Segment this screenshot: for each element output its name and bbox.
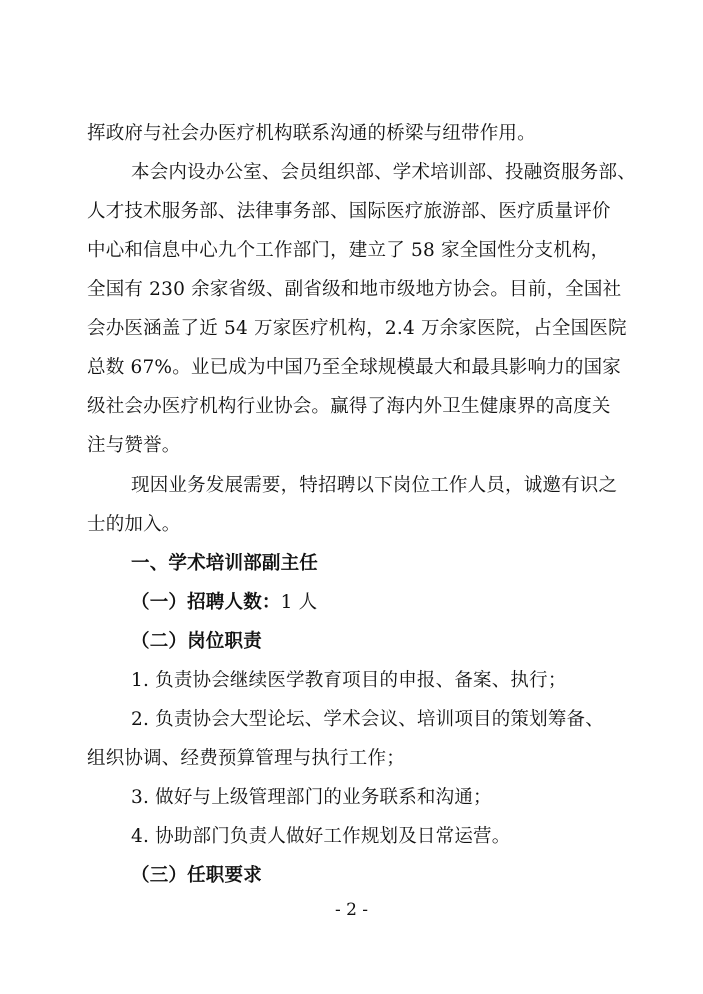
body-line-6: 会办医涵盖了近 54 万家医疗机构，2.4 万余家医院，占全国医院 [87, 318, 627, 339]
body-line-3: 人才技术服务部、法律事务部、国际医疗旅游部、医疗质量评价 [87, 201, 611, 222]
duties-heading: （二）岗位职责 [131, 631, 262, 652]
requirements-heading: （三）任职要求 [131, 865, 262, 886]
duty-item-4: 4. 协助部门负责人做好工作规划及日常运营。 [131, 826, 511, 847]
body-line-11: 士的加入。 [87, 514, 181, 535]
body-line-1: 挥政府与社会办医疗机构联系沟通的桥梁与纽带作用。 [87, 123, 536, 144]
recruit-count-value: 1 人 [280, 592, 318, 613]
body-line-4: 中心和信息中心九个工作部门，建立了 58 家全国性分支机构， [87, 240, 610, 261]
duty-item-1: 1. 负责协会继续医学教育项目的申报、备案、执行； [131, 670, 567, 691]
body-line-7: 总数 67%。业已成为中国乃至全球规模最大和最具影响力的国家 [87, 357, 622, 378]
recruit-count-row [131, 591, 617, 615]
recruit-count-label: （一）招聘人数： [131, 592, 281, 613]
body-line-10: 现因业务发展需要，特招聘以下岗位工作人员，诚邀有识之 [131, 475, 618, 496]
body-line-2: 本会内设办公室、会员组织部、学术培训部、投融资服务部、 [131, 162, 636, 183]
duty-item-2: 2. 负责协会大型论坛、学术会议、培训项目的策划筹备、 [131, 709, 604, 730]
body-line-5: 全国有 230 余家省级、副省级和地市级地方协会。目前，全国社 [87, 279, 622, 300]
body-line-8: 级社会办医疗机构行业协会。赢得了海内外卫生健康界的高度关 [87, 396, 611, 417]
section-1-title: 一、学术培训部副主任 [131, 553, 319, 574]
duty-item-3: 3. 做好与上级管理部门的业务联系和沟通； [131, 787, 492, 808]
duty-item-2-cont: 组织协调、经费预算管理与执行工作； [87, 748, 405, 769]
body-line-9: 注与赞誉。 [87, 435, 181, 456]
page-number: - 2 - [334, 900, 369, 920]
